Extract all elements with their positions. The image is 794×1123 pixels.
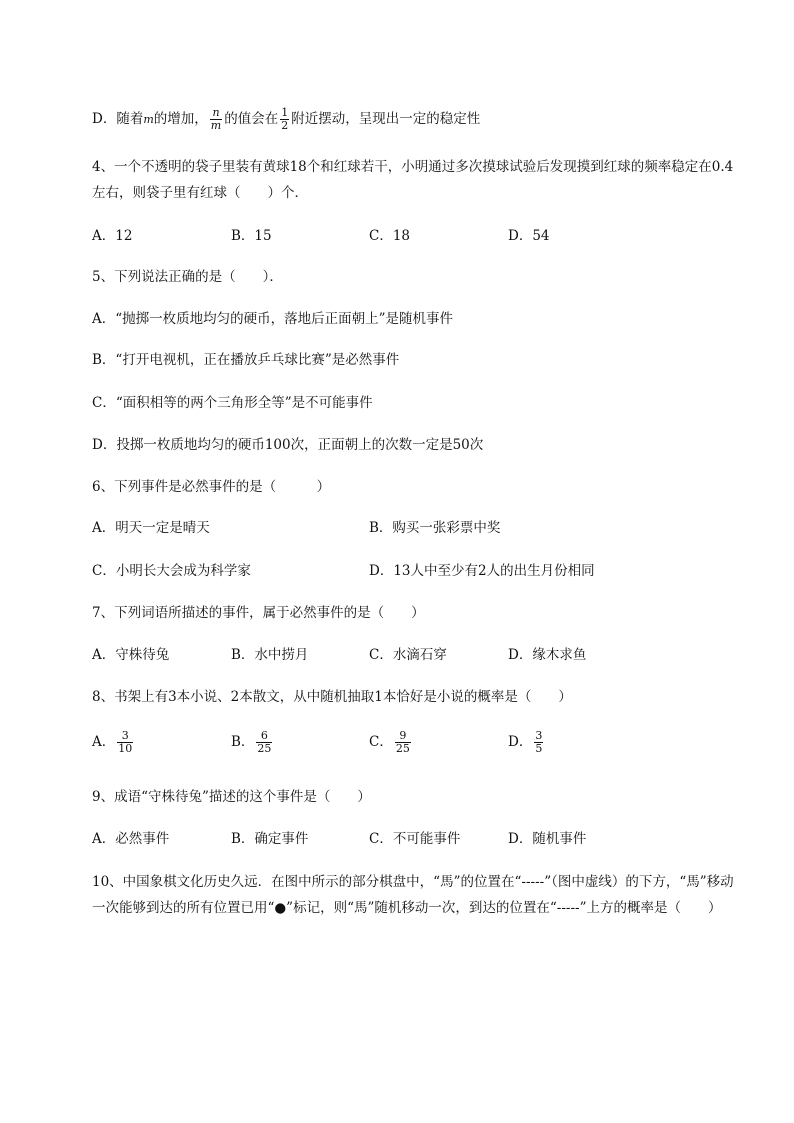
q4-option-c: C．18: [369, 228, 411, 244]
q7-stem: 7、下列词语所描述的事件，属于必然事件的是（ ）: [92, 605, 425, 621]
fraction-numerator: 3: [121, 729, 129, 742]
fraction-denominator: 10: [118, 742, 133, 755]
q5-option-c: C．“面积相等的两个三角形全等”是不可能事件: [92, 395, 373, 411]
option-fraction: [256, 730, 272, 755]
q3d-suffix: 附近摆动，呈现出一定的稳定性: [291, 111, 481, 127]
option-label: B．: [231, 734, 255, 750]
q8-stem: 8、书架上有3本小说、2本散文，从中随机抽取1本恰好是小说的概率是（ ）: [92, 689, 572, 705]
fraction-denominator: 25: [395, 742, 410, 755]
option-fraction: [117, 730, 133, 755]
option-label: D．: [508, 734, 533, 750]
q9-option-c: C．不可能事件: [369, 831, 461, 847]
q10-stem: 10、中国象棋文化历史久远．在图中所示的部分棋盘中，“馬”的位置在“-----”（图中虚线）的下方，“馬”移动一次能够到达的所有位置已用“●”标记，则“馬”随机移动一次，到达的位置在“-----”上方的概率是（ ）: [92, 874, 734, 916]
q7-option-b: B．水中捞月: [231, 647, 309, 663]
fraction-denominator: 2: [281, 119, 289, 132]
q9-option-d: D．随机事件: [508, 831, 587, 847]
fraction-denominator: m: [210, 119, 222, 132]
fraction-denominator: 5: [535, 742, 543, 755]
q7-option-d: D．缘木求鱼: [508, 647, 587, 663]
q4-option-d: D．54: [508, 228, 550, 244]
q5-option-d: D．投掷一枚质地均匀的硬币100次，正面朝上的次数一定是50次: [92, 437, 484, 453]
q3d-mid2: 的值会在: [224, 111, 279, 127]
fraction-numerator: 6: [260, 729, 268, 742]
option-label: C．: [369, 734, 393, 750]
q4-stem: 4、一个不透明的袋子里装有黄球18个和红球若干，小明通过多次摸球试验后发现摸到红球的频率稳定在0.4左右，则袋子里有红球（ ）个．: [92, 159, 734, 201]
q8-option-d: [508, 730, 545, 755]
q5-option-b: B．“打开电视机，正在播放乒乓球比赛”是必然事件: [92, 352, 400, 368]
q3d-prefix: D．随着: [92, 111, 144, 127]
q6-option-b: B．购买一张彩票中奖: [369, 520, 501, 536]
q9-option-b: B．确定事件: [231, 831, 309, 847]
fraction-numerator: n: [212, 106, 220, 119]
q3d-fraction-n-over-m: [210, 107, 222, 132]
q7-option-c: C．水滴石穿: [369, 647, 447, 663]
fraction-numerator: 1: [281, 106, 289, 119]
q8-option-b: [231, 730, 274, 755]
fraction-numerator: 9: [399, 729, 407, 742]
q7-option-a: A．守株待兔: [92, 647, 170, 663]
q6-option-d: D．13人中至少有2人的出生月份相同: [369, 563, 595, 579]
q3d-mid1: 的增加，: [153, 111, 208, 127]
q3d-var-m: m: [143, 113, 154, 126]
q5-option-a: A．“抛掷一枚质地均匀的硬币，落地后正面朝上”是随机事件: [92, 311, 454, 327]
q8-option-c: [369, 730, 413, 755]
fraction-numerator: 3: [535, 729, 543, 742]
q6-stem: 6、下列事件是必然事件的是（ ）: [92, 479, 331, 495]
fraction-denominator: 25: [257, 742, 272, 755]
q4-option-b: B．15: [231, 228, 272, 244]
q3d-fraction-one-half: [280, 107, 289, 132]
option-fraction: [534, 730, 543, 755]
q6-option-a: A．明天一定是晴天: [92, 520, 210, 536]
option-label: A．: [92, 734, 116, 750]
q8-option-a: [92, 730, 135, 755]
option-fraction: [395, 730, 411, 755]
q9-stem: 9、成语“守株待兔”描述的这个事件是（ ）: [92, 789, 371, 805]
q3-option-d: [92, 107, 480, 132]
q4-option-a: A．12: [92, 228, 133, 244]
q5-stem: 5、下列说法正确的是（ ）．: [92, 269, 283, 285]
q9-option-a: A．必然事件: [92, 831, 170, 847]
q6-option-c: C．小明长大会成为科学家: [92, 563, 251, 579]
